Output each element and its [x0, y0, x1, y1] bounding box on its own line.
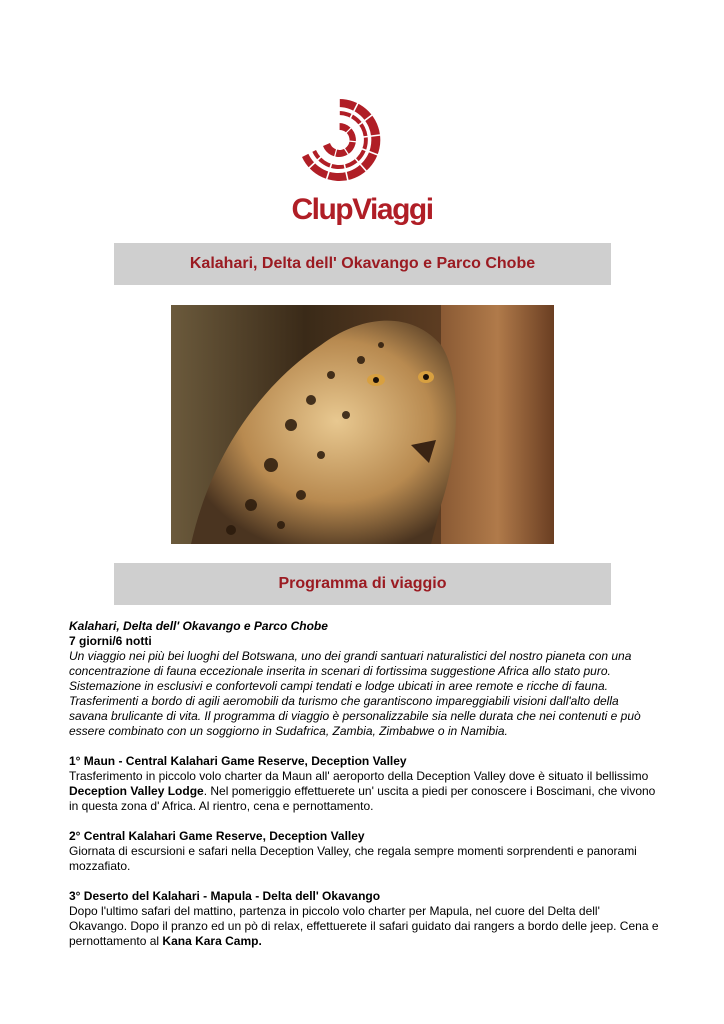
day-2-text: Giornata di escursioni e safari nella Deception Valley, che regala sempre momenti sorprendenti e panorami mozzafiato.	[69, 844, 637, 873]
intro-duration: 7 giorni/6 notti	[69, 634, 152, 648]
leopard-photo	[171, 305, 554, 544]
program-title: Programma di viaggio	[278, 575, 447, 592]
day-1-lodge: Deception Valley Lodge	[69, 784, 204, 798]
brand-name: ClupViaggi	[291, 193, 433, 226]
intro-title: Kalahari, Delta dell' Okavango e Parco Chobe	[69, 619, 328, 633]
day-3-text: Dopo l'ultimo safari del mattino, partenza in piccolo volo charter per Mapula, nel cuore del Delta dell' Okavango. Dopo il pranzo ed un pò di relax, effettuerete il safari guidato dai rangers a bordo delle jeep. Cena e pernottamento al Kana Kara Camp.	[69, 904, 659, 948]
intro-description: Un viaggio nei più bei luoghi del Botswana, uno dei grandi santuari naturalistici del nostro pianeta con una concentrazione di fauna eccezionale inserita in scenari di fortissima suggestione Africa allo stato puro. Sistemazione in esclusivi e confortevoli campi tendati e lodge ubicati in aree remote e ricche di fauna. Trasferimenti a bordo di agili aeromobili da turismo che garantiscono impareggiabili visioni dall'alto della savana brulicante di vita. Il programma di viaggio è personalizzabile sia nelle durata che nei contenuti e può essere combinato con un soggiorno in Sudafrica, Zambia, Zimbabwe o in Namibia.	[69, 649, 641, 738]
clupviaggi-logo-icon	[296, 97, 382, 183]
itinerary-content	[69, 619, 659, 949]
day-3-camp: Kana Kara Camp.	[162, 934, 262, 948]
program-title-banner	[114, 563, 611, 605]
day-2-title: 2° Central Kalahari Game Reserve, Deception Valley	[69, 829, 365, 843]
trip-title-banner	[114, 243, 611, 285]
day-1-text: Trasferimento in piccolo volo charter da Maun all' aeroporto della Deception Valley dove è situato il bellissimo Deception Valley Lodge. Nel pomeriggio effettuerete un' uscita a piedi per conoscere i Boscimani, che vivono in questa zona d' Africa. Al rientro, cena e pernottamento.	[69, 769, 656, 813]
day-1-title: 1° Maun - Central Kalahari Game Reserve, Deception Valley	[69, 754, 407, 768]
trip-title: Kalahari, Delta dell' Okavango e Parco Chobe	[189, 255, 536, 272]
day-3-title: 3° Deserto del Kalahari - Mapula - Delta dell' Okavango	[69, 889, 381, 903]
